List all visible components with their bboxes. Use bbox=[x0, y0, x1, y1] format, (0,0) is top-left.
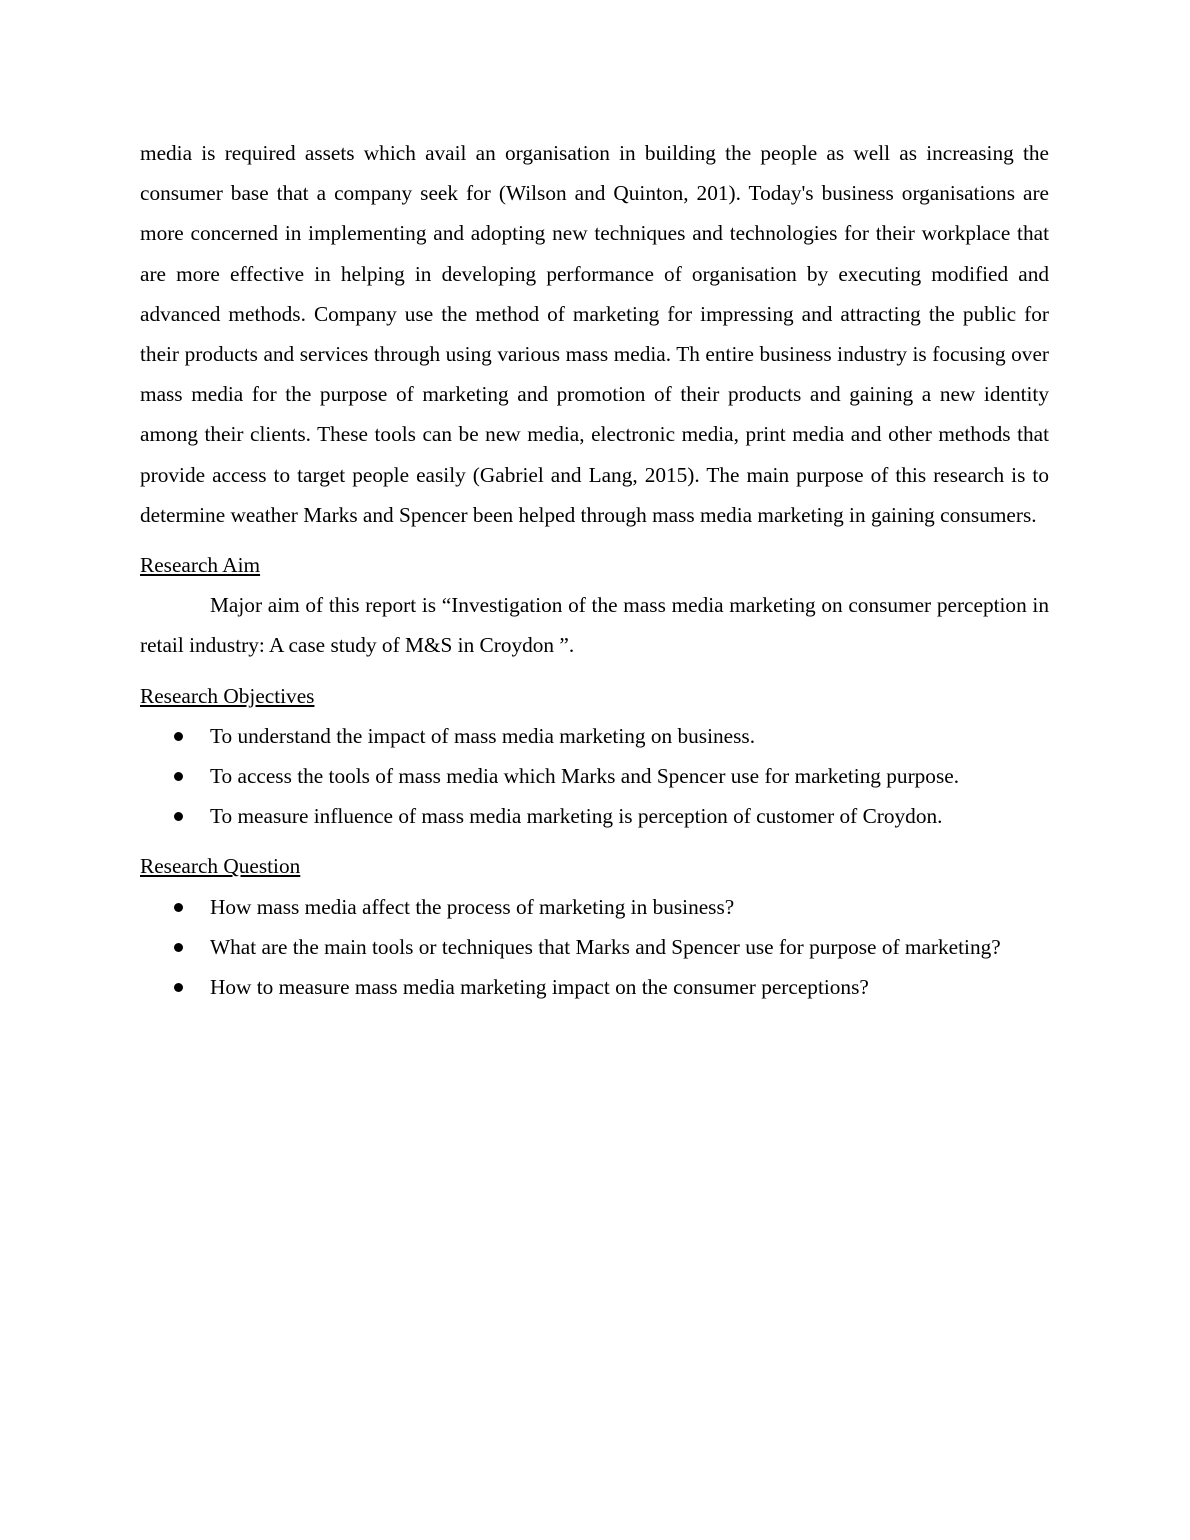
list-item-text: To access the tools of mass media which Marks and Spencer use for marketing purpose. bbox=[210, 764, 960, 789]
research-aim-text: Major aim of this report is “Investigation of the mass media marketing on consumer perception in retail industry: A case study of M&S in Croydon ”. bbox=[140, 593, 1049, 658]
bullet-icon bbox=[174, 772, 183, 781]
list-item-text: How mass media affect the process of marketing in business? bbox=[210, 894, 735, 919]
research-question-list bbox=[140, 887, 1049, 1008]
list-item-text: To measure influence of mass media marketing is perception of customer of Croydon. bbox=[210, 804, 943, 829]
research-question-heading: Research Question bbox=[140, 854, 301, 879]
list-item-text: To understand the impact of mass media marketing on business. bbox=[210, 723, 756, 748]
research-aim-heading: Research Aim bbox=[140, 553, 261, 578]
list-item bbox=[140, 716, 1049, 756]
document-page bbox=[140, 133, 1049, 1007]
list-item bbox=[140, 756, 1049, 796]
bullet-icon bbox=[174, 943, 183, 952]
list-item-text: How to measure mass media marketing impact on the consumer perceptions? bbox=[210, 975, 869, 1000]
research-objectives-heading: Research Objectives bbox=[140, 683, 315, 708]
bullet-icon bbox=[174, 983, 183, 992]
intro-paragraph: media is required assets which avail an organisation in building the people as well as increasing the consumer base that a company seek for (Wilson and Quinton, 201). Today's business organisations are more concerned in implementing and adopting new techniques and technologies for their workplace that are more effective in helping in developing performance of organisation by executing modified and advanced methods. Company use the method of marketing for impressing and attracting the public for their products and services through using various mass media. Th entire business industry is focusing over mass media for the purpose of marketing and promotion of their products and gaining a new identity among their clients. These tools can be new media, electronic media, print media and other methods that provide access to target people easily (Gabriel and Lang, 2015). The main purpose of this research is to determine weather Marks and Spencer been helped through mass media marketing in gaining consumers. bbox=[140, 141, 1049, 527]
bullet-icon bbox=[174, 812, 183, 821]
list-item-text: What are the main tools or techniques that Marks and Spencer use for purpose of marketing? bbox=[210, 934, 1001, 959]
bullet-icon bbox=[174, 903, 183, 912]
list-item bbox=[140, 887, 1049, 927]
list-item bbox=[140, 796, 1049, 836]
list-item bbox=[140, 967, 1049, 1007]
research-objectives-list bbox=[140, 716, 1049, 837]
list-item bbox=[140, 927, 1049, 967]
bullet-icon bbox=[174, 732, 183, 741]
